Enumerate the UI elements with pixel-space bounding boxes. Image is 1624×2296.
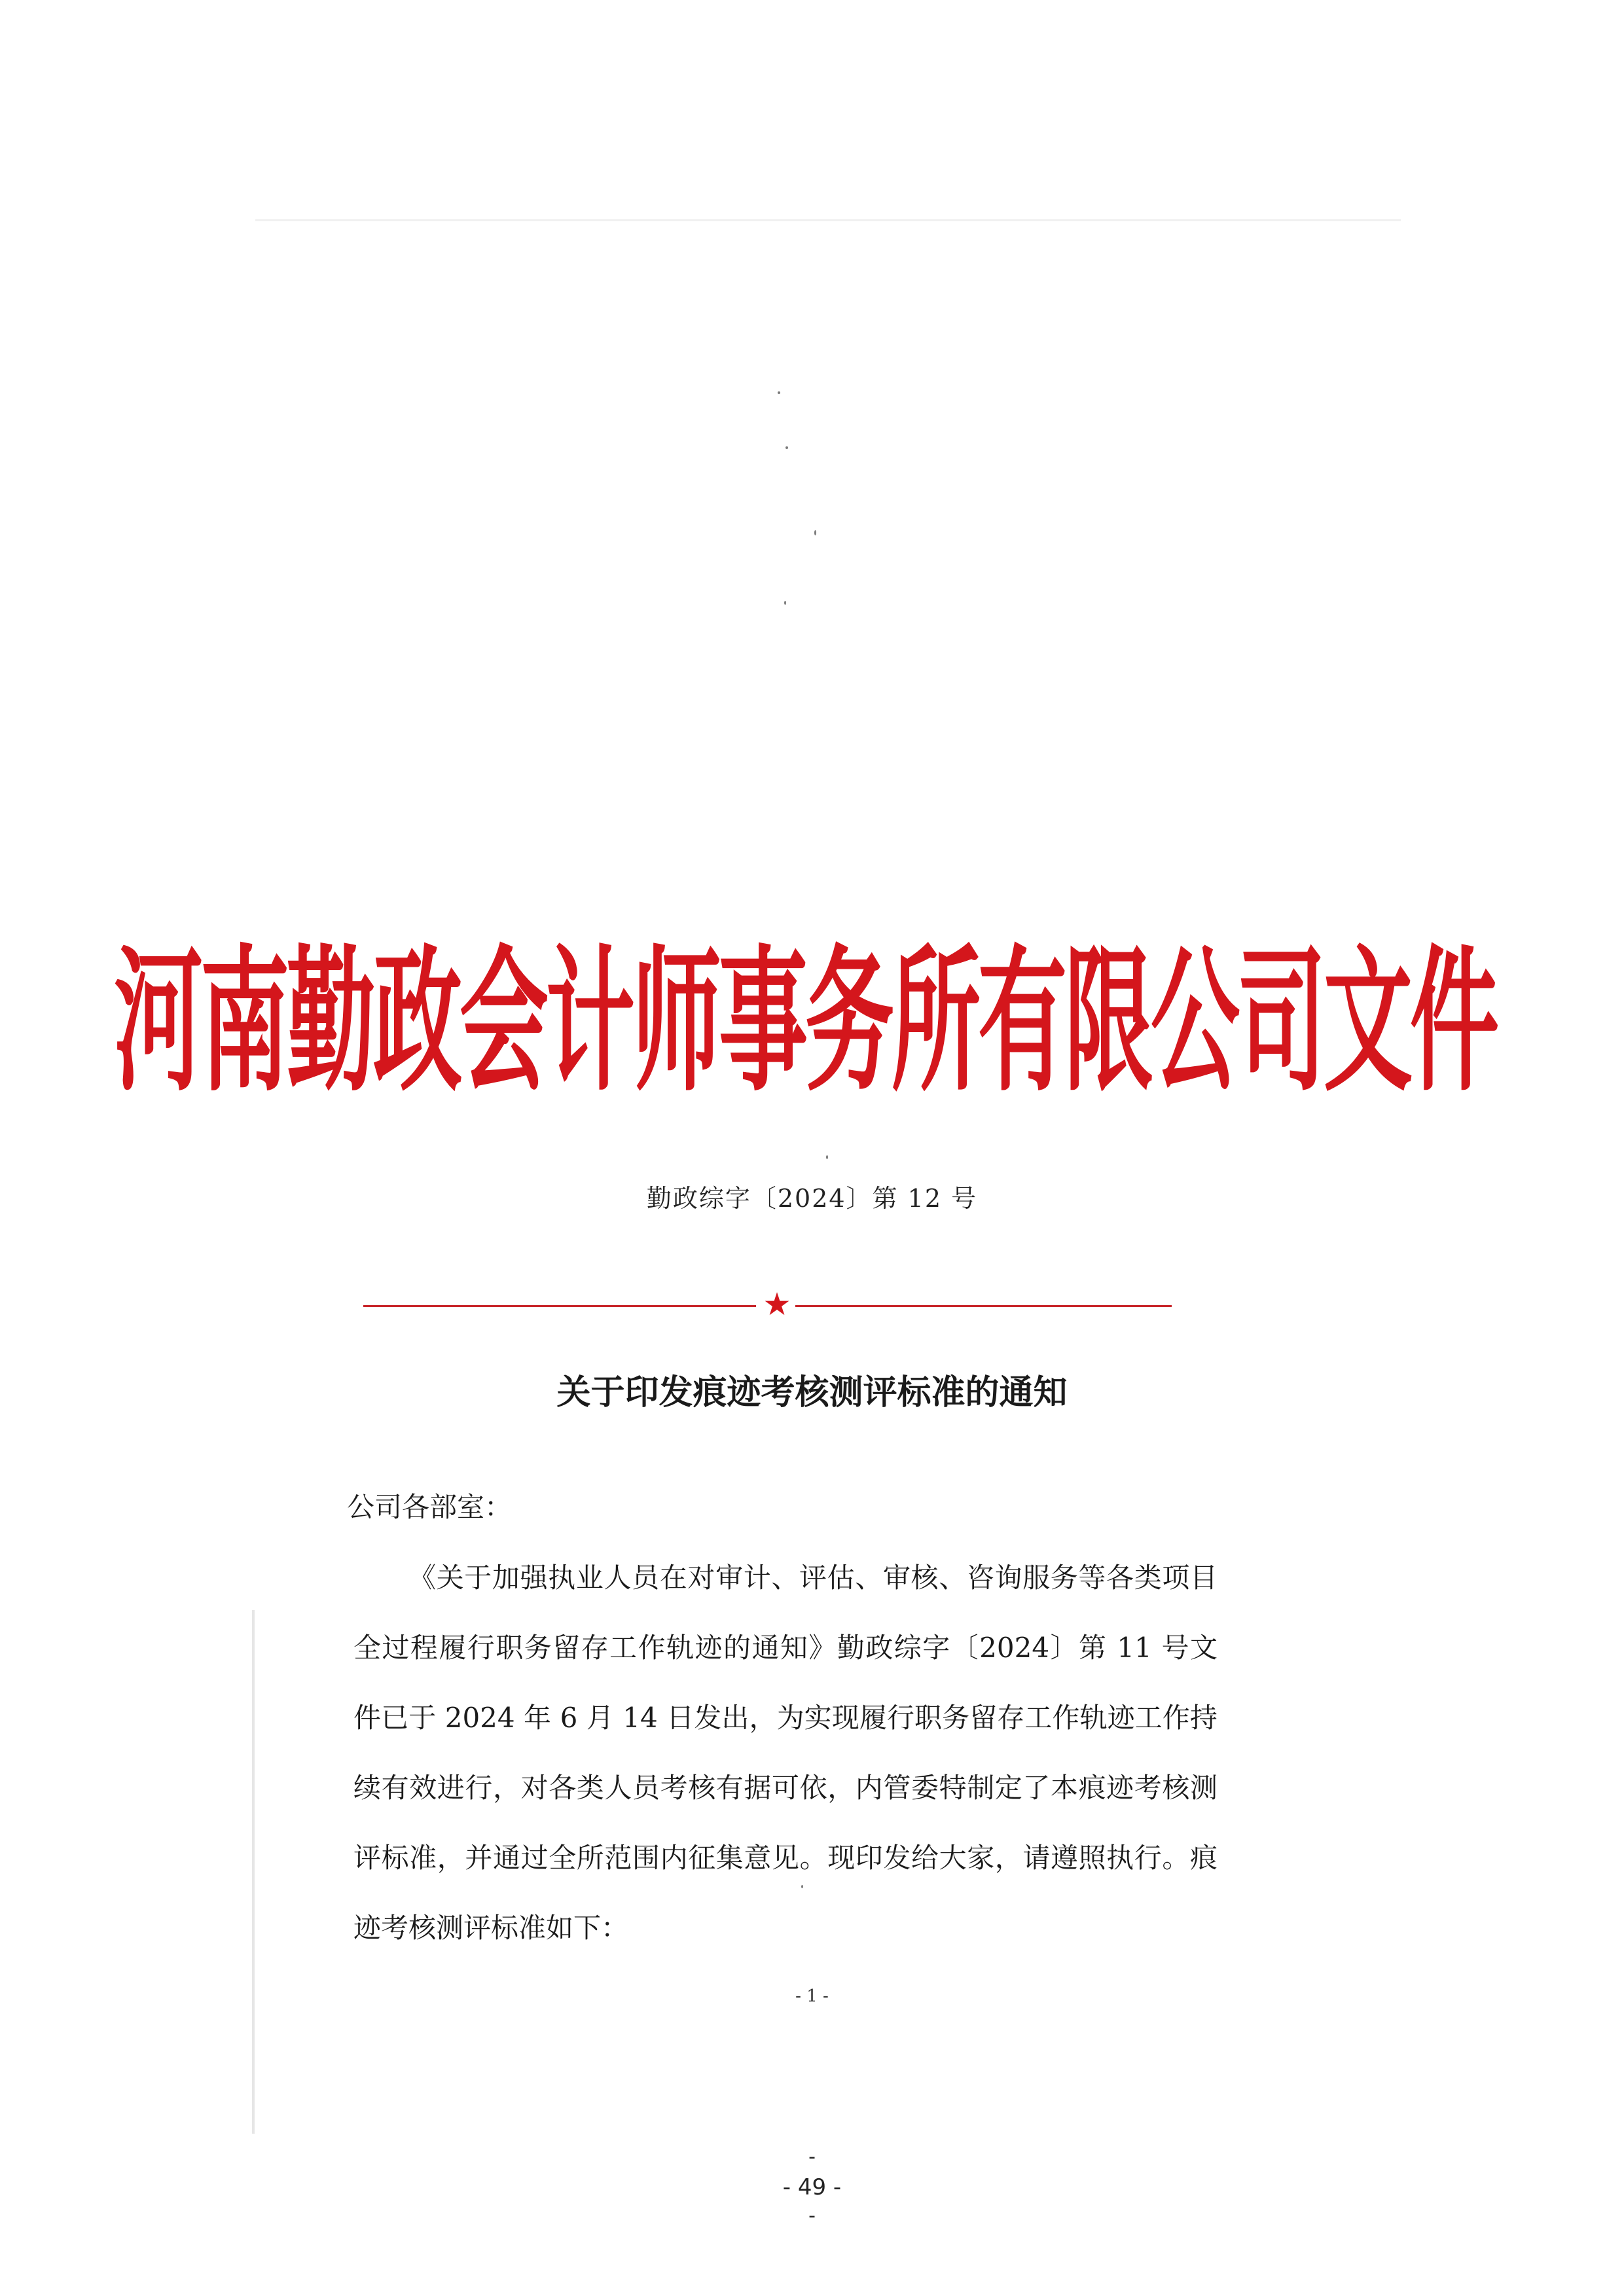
notice-title: 关于印发痕迹考核测评标准的通知	[556, 1373, 1068, 1412]
scan-speck	[826, 1155, 828, 1159]
letterhead-header	[114, 897, 1496, 1119]
inner-page-number: - 1 -	[795, 1986, 829, 2006]
footer-page-number: - 49 -	[782, 2174, 842, 2200]
organization-header-title: 河南勤政会计师事务所有限公司文件	[114, 932, 1496, 1113]
document-number: 勤政综字〔2024〕第 12 号	[646, 1184, 978, 1213]
divider-line-left	[363, 1305, 756, 1307]
letterhead-divider	[363, 1286, 1172, 1323]
divider-line-right	[795, 1305, 1172, 1307]
footer-dash-top: -	[808, 2145, 816, 2168]
scan-edge-top	[255, 219, 1401, 221]
salutation: 公司各部室：	[347, 1491, 513, 1523]
scan-speck	[785, 446, 788, 449]
footer-dash-bottom: -	[808, 2204, 816, 2227]
scan-speck	[784, 601, 786, 605]
star-icon: ★	[763, 1286, 791, 1323]
scan-edge-left	[252, 1610, 255, 2134]
scan-speck	[814, 530, 816, 535]
scan-speck	[778, 391, 780, 394]
notice-body-paragraph: 《关于加强执业人员在对审计、评估、审核、咨询服务等各类项目全过程履行职务留存工作轨迹的通知》勤政综字〔2024〕第 11 号文件已于 2024 年 6 月 14 日发出，为实现履行职务留存工作轨迹工作持续有效进行，对各类人员考核有据可依，内管委特制定了本痕迹考核测评标准，并通过全所范围内征集意见。现印发给大家，请遵照执行。痕迹考核测评标准如下：	[353, 1562, 1218, 1944]
